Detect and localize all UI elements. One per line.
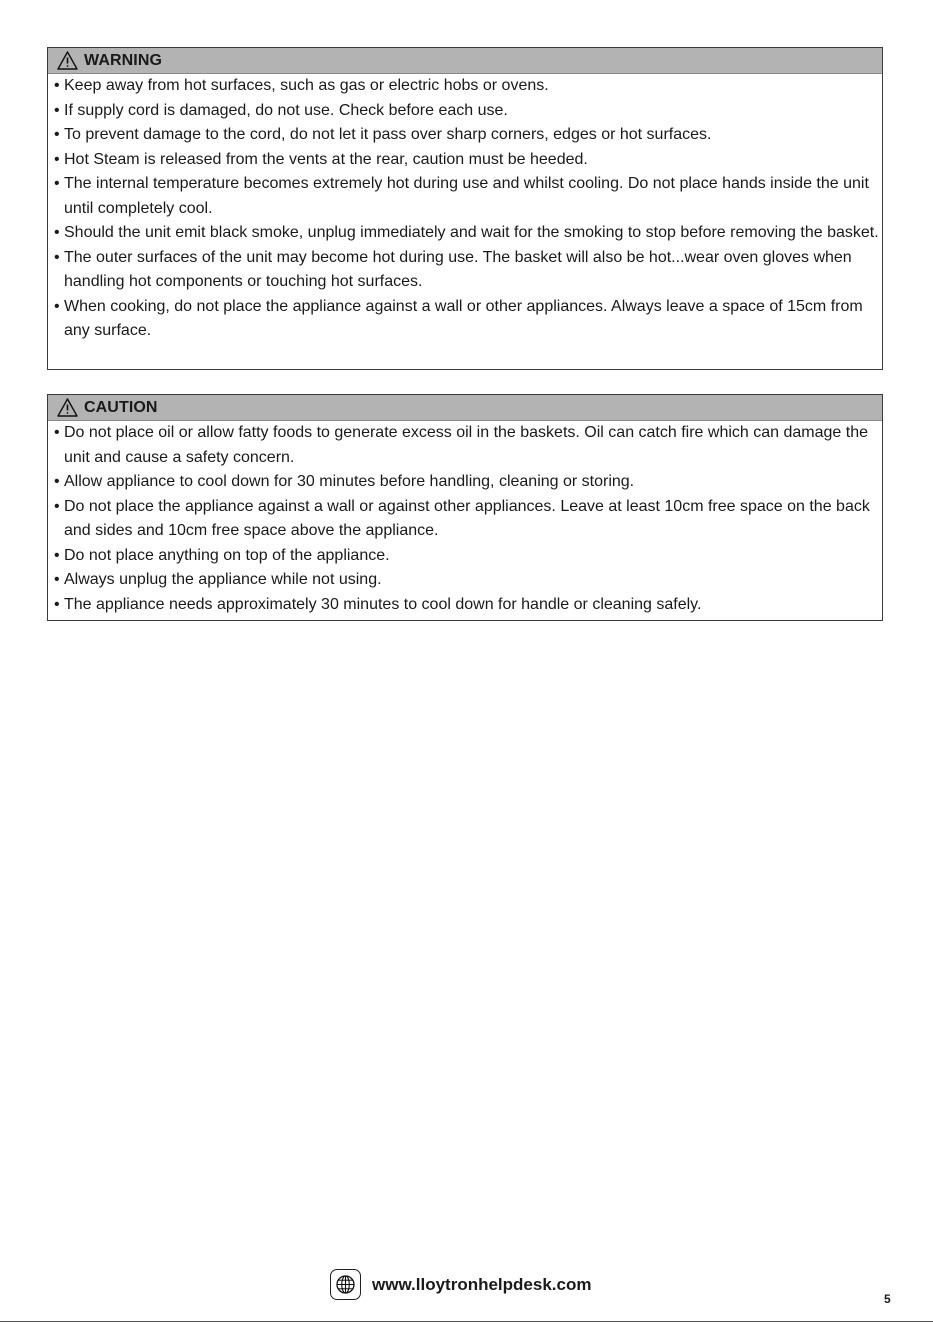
list-item: • The outer surfaces of the unit may become hot during use. The basket will also be hot...wear oven gloves when handling hot components or touching hot surfaces. (54, 246, 882, 295)
footer (330, 1269, 591, 1300)
warning-triangle-icon (57, 51, 78, 70)
globe-icon (330, 1269, 361, 1300)
list-item: • Always unplug the appliance while not using. (54, 568, 882, 593)
helpdesk-url[interactable]: www.lloytronhelpdesk.com (372, 1274, 592, 1294)
list-item: • Hot Steam is released from the vents at the rear, caution must be heeded. (54, 148, 882, 173)
page-number: 5 (884, 1292, 891, 1306)
warning-title: WARNING (84, 51, 163, 69)
bottom-divider (0, 1321, 933, 1322)
list-item: • When cooking, do not place the appliance against a wall or other appliances. Always leave a space of 15cm from any surface. (54, 295, 882, 344)
caution-header (48, 395, 882, 421)
list-item: • The appliance needs approximately 30 minutes to cool down for handle or cleaning safely. (54, 593, 882, 618)
list-item: • Do not place the appliance against a wall or against other appliances. Leave at least 10cm free space on the back and sides and 10cm free space above the appliance. (54, 495, 882, 544)
warning-header (48, 48, 882, 74)
warning-box (47, 47, 883, 370)
list-item: • Do not place oil or allow fatty foods to generate excess oil in the baskets. Oil can catch fire which can damage the unit and cause a safety concern. (54, 421, 882, 470)
caution-list (48, 421, 882, 617)
caution-title: CAUTION (84, 398, 158, 416)
list-item: • To prevent damage to the cord, do not let it pass over sharp corners, edges or hot surfaces. (54, 123, 882, 148)
caution-box (47, 394, 883, 621)
warning-triangle-icon (57, 398, 78, 417)
list-item: • Allow appliance to cool down for 30 minutes before handling, cleaning or storing. (54, 470, 882, 495)
list-item: • Do not place anything on top of the appliance. (54, 544, 882, 569)
list-item: • The internal temperature becomes extremely hot during use and whilst cooling. Do not place hands inside the unit until completely cool. (54, 172, 882, 221)
list-item: • If supply cord is damaged, do not use. Check before each use. (54, 99, 882, 124)
list-item: • Should the unit emit black smoke, unplug immediately and wait for the smoking to stop before removing the basket. (54, 221, 882, 246)
list-item: • Keep away from hot surfaces, such as gas or electric hobs or ovens. (54, 74, 882, 99)
warning-list (48, 74, 882, 344)
